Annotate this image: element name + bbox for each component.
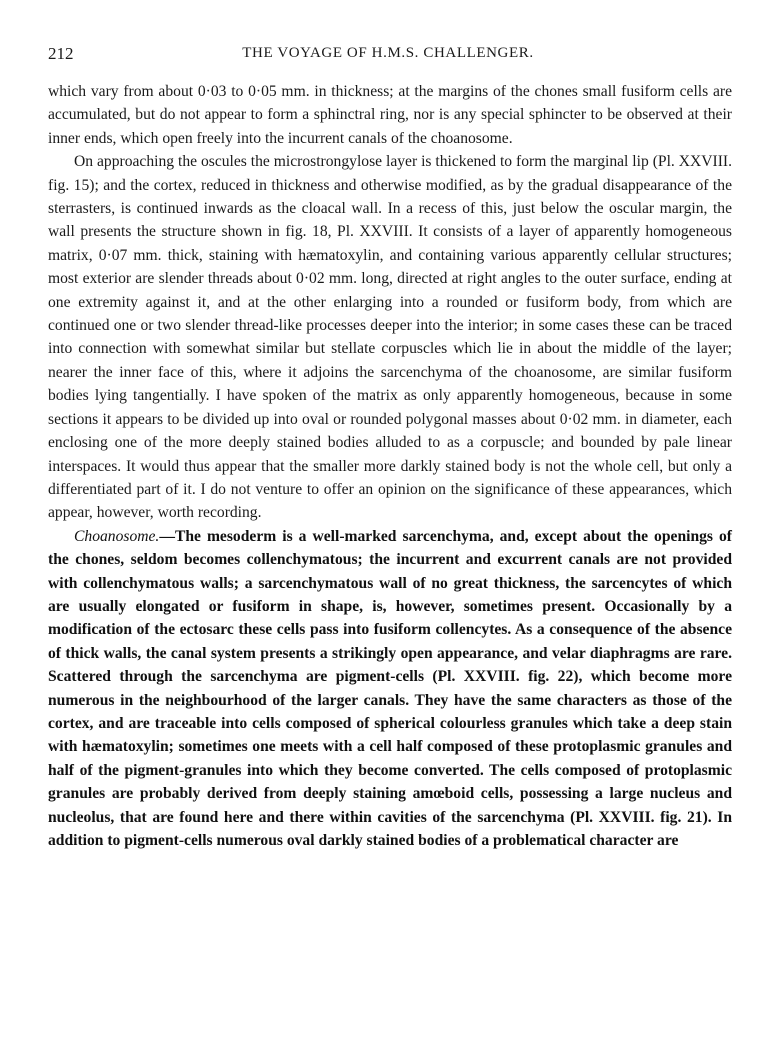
choanosome-text: —The mesoderm is a well-marked sarcenchyma, and, except about the openings of the chones, seldom becomes collenchymatous; the incurrent and excurrent canals are not provided with collenchymatous walls; a sarcenchymatous wall of no great thickness, the sarcencytes of which are usually elongated or fusiform in shape, is, however, sometimes present. Occasionally by a modification of the ectosarc these cells pass into fusiform collencytes. As a consequence of the absence of thick walls, the canal system presents a strikingly open appearance, and velar diaphragms are rare. Scattered through the sarcenchyma are pigment-cells (Pl. XXVIII. fig. 22), which become more numerous in the neighbourhood of the larger canals. They have the same characters as those of the cortex, and are traceable into cells composed of spherical colourless granules which take a deep stain with hæmatoxylin; sometimes one meets with a cell half composed of these protoplasmic granules and half of the pigment-granules into which they become converted. The cells composed of protoplasmic granules are probably derived from deeply staining amœboid cells, possessing a large nucleus and nucleolus, that are found here and there within cavities of the sarcenchyma (Pl. XXVIII. fig. 21). In addition to pigment-cells numerous oval darkly stained bodies of a problematical character are	[48, 527, 732, 849]
running-title: THE VOYAGE OF H.M.S. CHALLENGER.	[242, 45, 534, 61]
page-number: 212	[48, 44, 74, 63]
page-header	[48, 44, 728, 66]
paragraph-oscules: On approaching the oscules the microstrongylose layer is thickened to form the marginal lip (Pl. XXVIII. fig. 15); and the cortex, reduced in thickness and otherwise modified, as by the gradual disappearance of the sterrasters, is continued inwards as the cloacal wall. In a recess of this, just below the oscular margin, the wall presents the structure shown in fig. 18, Pl. XXVIII. It consists of a layer of apparently homogeneous matrix, 0·07 mm. thick, staining with hæmatoxylin, and containing various apparently cellular structures; most exterior are slender threads about 0·02 mm. long, directed at right angles to the outer surface, ending at one extremity against it, and at the other enlarging into a rounded or fusiform body, from which are continued one or two slender thread-like processes deeper into the interior; in some cases these can be traced into connection with somewhat similar but stellate corpuscles which lie in about the middle of the layer; nearer the inner face of this, where it adjoins the sarcenchyma of the choanosome, are similar fusiform bodies lying tangentially. I have spoken of the matrix as only apparently homogeneous, because in some sections it appears to be divided up into oval or rounded polygonal masses about 0·02 mm. in diameter, each enclosing one of the more deeply stained bodies alluded to as a corpuscle; and bounded by pale linear interspaces. It would thus appear that the smaller more darkly stained body is not the whole cell, but only a differentiated part of it. I do not venture to offer an opinion on the significance of these appearances, which appear, however, worth recording.	[48, 153, 732, 522]
paragraph-continuation: which vary from about 0·03 to 0·05 mm. in thickness; at the margins of the chones small fusiform cells are accumulated, but do not appear to form a sphinctral ring, nor is any special sphincter to be observed at their inner ends, which open freely into the incurrent canals of the choanosome.	[48, 83, 732, 147]
body-text	[48, 80, 732, 852]
choanosome-run-in-heading: Choanosome.	[74, 527, 160, 545]
paragraph-choanosome	[48, 525, 732, 853]
